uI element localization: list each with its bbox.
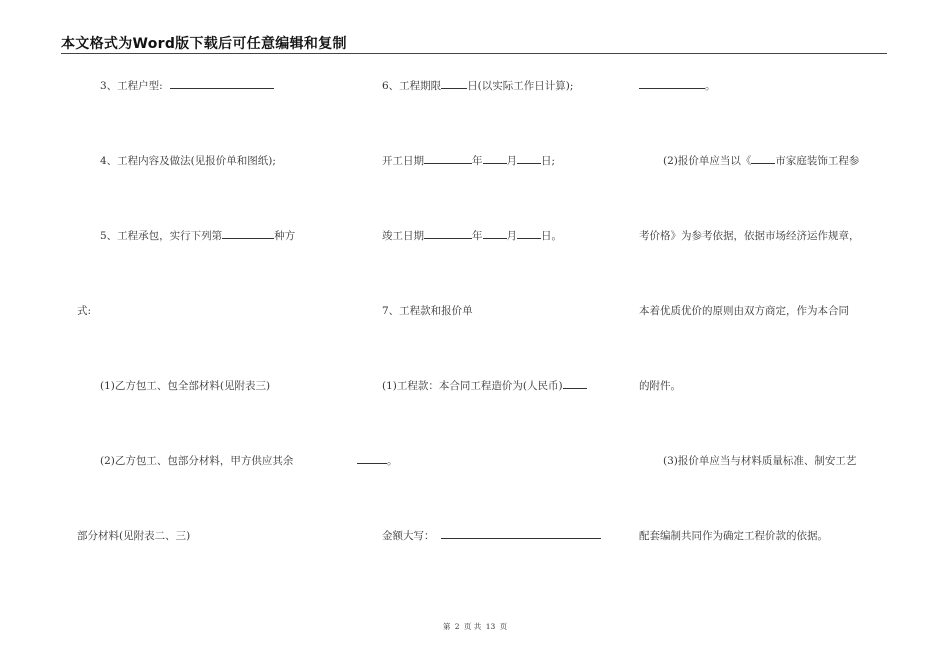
footer-page-number: 2 — [454, 622, 460, 631]
col3-line-reference: 考价格》为参考依据，依据市场经济运作规章， — [639, 230, 860, 242]
col1-line-method: 式: — [77, 305, 92, 317]
col1-text: 种方 — [274, 230, 296, 242]
col2-text: 年 — [472, 230, 483, 242]
col2-text: 年 — [472, 155, 483, 167]
blank-field — [483, 229, 507, 239]
col2-text: (1)工程款：本合同工程造价为(人民币) — [382, 380, 563, 392]
col2-text: 日(以实际工作日计算); — [467, 80, 574, 92]
blank-field — [563, 379, 587, 389]
blank-field — [441, 529, 601, 539]
blank-field — [517, 229, 541, 239]
col3-line-quality-standard: (3)报价单应当与材料质量标准、制安工艺 — [663, 455, 857, 467]
footer-prefix: 第 — [442, 622, 451, 631]
footer-mid: 页 共 — [463, 622, 482, 631]
col3-text: 市家庭装饰工程参 — [775, 155, 860, 167]
col2-text: 日。 — [541, 230, 562, 242]
col2-text: 月 — [506, 155, 517, 167]
col2-text: 开工日期 — [382, 155, 424, 167]
col1-line-household-type — [100, 79, 274, 93]
col1-text: 5、工程承包，实行下列第 — [100, 230, 223, 242]
col1-line-content: 4、工程内容及做法(见报价单和图纸); — [100, 155, 276, 167]
blank-field — [483, 154, 507, 164]
col2-text: 竣工日期 — [382, 230, 424, 242]
col2-text: 。 — [387, 455, 398, 467]
col1-line-contract — [100, 229, 295, 243]
col3-line-quote-basis — [663, 154, 859, 168]
col1-text: 3、工程户型: — [100, 80, 163, 92]
page-footer — [0, 621, 950, 632]
blank-field — [424, 154, 472, 164]
footer-suffix: 页 — [499, 622, 508, 631]
col3-line-attachment: 的附件。 — [639, 380, 681, 392]
col1-line-option2-cont: 部分材料(见附表二、三) — [77, 530, 191, 542]
col2-line-amount-words — [382, 529, 601, 543]
blank-field — [751, 154, 775, 164]
blank-field — [357, 454, 387, 464]
col2-line-contract-price — [382, 379, 587, 393]
header-title: 本文格式为Word版下载后可任意编辑和复制 — [61, 36, 347, 52]
col2-text: 金额大写： — [382, 530, 435, 542]
col2-line-end-date — [382, 229, 562, 243]
col1-line-option1: (1)乙方包工、包全部材料(见附表三) — [100, 380, 271, 392]
blank-field — [639, 79, 705, 89]
page-header — [61, 33, 887, 54]
col1-line-option2: (2)乙方包工、包部分材料，甲方供应其余 — [100, 455, 294, 467]
blank-field — [170, 79, 274, 89]
col2-line-price-cont — [357, 454, 398, 468]
col3-line-blank — [639, 79, 716, 93]
col2-text: 月 — [506, 230, 517, 242]
footer-total-pages: 13 — [485, 622, 496, 631]
blank-field — [424, 229, 472, 239]
col2-line-start-date — [382, 154, 555, 168]
col2-line-payment-heading: 7、工程款和报价单 — [382, 305, 473, 317]
col2-text: 6、工程期限 — [382, 80, 442, 92]
col3-line-pricing-basis: 配套编制共同作为确定工程价款的依据。 — [639, 530, 828, 542]
col3-text: 。 — [705, 80, 716, 92]
blank-field — [222, 229, 274, 239]
col3-line-principle: 本着优质优价的原则由双方商定，作为本合同 — [639, 305, 849, 317]
col2-line-period — [382, 79, 573, 93]
blank-field — [517, 154, 541, 164]
blank-field — [441, 79, 467, 89]
col3-text: (2)报价单应当以《 — [663, 155, 752, 167]
col2-text: 日; — [541, 155, 556, 167]
